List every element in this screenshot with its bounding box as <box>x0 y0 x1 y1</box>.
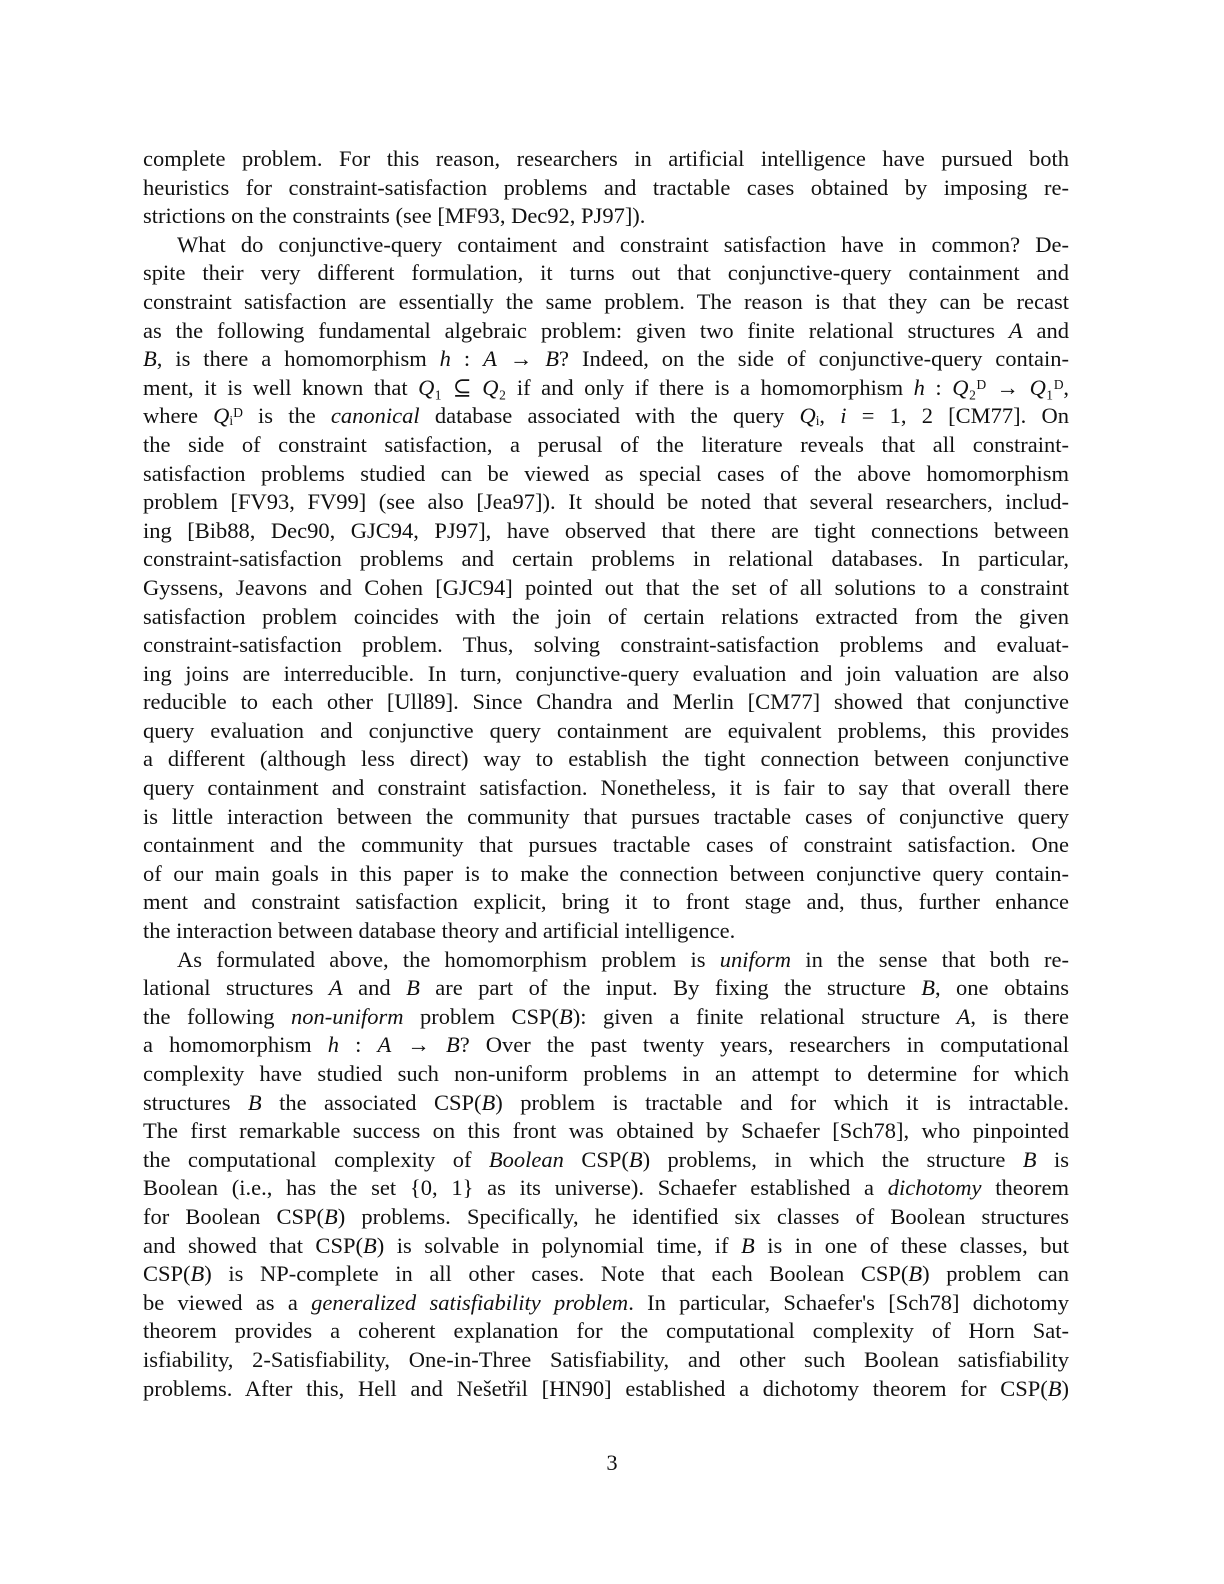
text-line <box>143 460 1069 489</box>
text-segment: database associated with the query <box>419 403 800 429</box>
text-segment: ₂ᴰ → <box>968 374 1030 400</box>
italic-segment: A <box>328 975 343 1001</box>
text-line <box>143 1003 1069 1032</box>
text-segment: are part of the input. By fixing the structure <box>419 975 922 1001</box>
text-segment: query evaluation and conjunctive query containment are equivalent problems, this provides <box>143 717 1069 743</box>
text-segment: ): given a finite relational structure <box>572 1003 957 1029</box>
text-segment: the associated CSP( <box>261 1089 482 1115</box>
text-segment: satisfaction problem coincides with the join of certain relations extracted from the given <box>143 603 1069 629</box>
text-segment: As formulated above, the homomorphism problem is <box>177 946 720 972</box>
italic-segment: B <box>247 1089 262 1115</box>
text-segment: The first remarkable success on this front was obtained by Schaefer [Sch78], who pinpointed <box>143 1118 1069 1144</box>
text-line <box>143 574 1069 603</box>
italic-segment: Q <box>482 374 499 400</box>
text-segment: and <box>342 975 407 1001</box>
text-line <box>143 1346 1069 1375</box>
text-segment: , one obtains <box>934 975 1070 1001</box>
text-segment: ? Indeed, on the side of conjunctive-query contain- <box>559 346 1069 372</box>
text-line <box>143 860 1069 889</box>
text-segment: query containment and constraint satisfaction. Nonetheless, it is fair to say that overall there <box>143 775 1069 801</box>
text-segment: = 1, 2 [CM77]. On <box>846 403 1069 429</box>
text-segment: ing [Bib88, Dec90, GJC94, PJ97], have observed that there are tight connections between <box>143 517 1069 543</box>
text-segment: is <box>1036 1146 1069 1172</box>
paragraph <box>143 145 1069 231</box>
text-segment: a homomorphism <box>143 1032 328 1058</box>
text-line <box>143 803 1069 832</box>
text-segment: constraint-satisfaction problem. Thus, solving constraint-satisfaction problems and evaluat- <box>143 632 1069 658</box>
text-line <box>143 317 1069 346</box>
text-segment: ment, it is well known that <box>143 374 419 400</box>
text-segment: ment and constraint satisfaction explicit, bring it to front stage and, thus, further enhance <box>143 889 1069 915</box>
text-segment: Gyssens, Jeavons and Cohen [GJC94] pointed out that the set of all solutions to a constraint <box>143 574 1069 600</box>
italic-segment: B <box>545 346 560 372</box>
text-segment: as the following fundamental algebraic problem: given two finite relational structures <box>143 317 1009 343</box>
text-segment: , is there a homomorphism <box>156 346 440 372</box>
italic-segment: dichotomy <box>887 1175 982 1201</box>
text-segment: spite their very different formulation, it turns out that conjunctive-query containment and <box>143 260 1069 286</box>
italic-segment: h <box>439 346 451 372</box>
text-line <box>143 1375 1069 1404</box>
text-line <box>143 231 1069 260</box>
text-segment: CSP( <box>563 1146 629 1172</box>
text-segment: theorem provides a coherent explanation for the computational complexity of Horn Sat- <box>143 1318 1069 1344</box>
text-line <box>143 1260 1069 1289</box>
italic-segment: B <box>362 1232 377 1258</box>
text-line <box>143 402 1069 431</box>
italic-segment: B <box>559 1003 573 1029</box>
text-line <box>143 1174 1069 1203</box>
text-segment: where <box>143 403 214 429</box>
italic-segment: B <box>628 1146 643 1172</box>
text-line <box>143 1089 1069 1118</box>
paragraph <box>143 231 1069 946</box>
text-line <box>143 946 1069 975</box>
italic-segment: A <box>483 346 497 372</box>
text-line <box>143 745 1069 774</box>
text-line <box>143 345 1069 374</box>
text-segment: ) problem is tractable and for which it is intractable. <box>495 1089 1069 1115</box>
text-segment: → <box>391 1032 446 1058</box>
text-segment: ing joins are interreducible. In turn, conjunctive-query evaluation and join valuation are also <box>143 660 1069 686</box>
page-number: 3 <box>606 1450 618 1475</box>
italic-segment: Q <box>213 403 230 429</box>
italic-segment: Q <box>418 374 435 400</box>
text-segment: constraint satisfaction are essentially the same problem. The reason is that they can be recast <box>143 288 1069 314</box>
text-segment: a different (although less direct) way to establish the tight connection between conjunctive <box>143 746 1069 772</box>
italic-segment: Boolean <box>488 1146 564 1172</box>
text-line <box>143 1146 1069 1175</box>
text-segment: in the sense that both re- <box>791 946 1069 972</box>
italic-segment: generalized satisfiability problem <box>311 1289 629 1315</box>
text-segment: ) problem can <box>922 1261 1069 1287</box>
text-segment: complete problem. For this reason, researchers in artificial intelligence have pursued both <box>143 146 1069 171</box>
text-line <box>143 517 1069 546</box>
italic-segment: B <box>908 1261 923 1287</box>
text-segment: the interaction between database theory and artificial intelligence. <box>143 918 736 944</box>
text-segment: ? Over the past twenty years, researchers in computational <box>459 1032 1070 1058</box>
text-line <box>143 488 1069 517</box>
text-segment: Boolean (i.e., has the set {0, 1} as its universe). Schaefer established a <box>143 1175 888 1201</box>
italic-segment: uniform <box>719 946 792 972</box>
text-segment: , is there <box>970 1003 1069 1029</box>
text-segment: lational structures <box>143 975 329 1001</box>
text-segment: ) is NP-complete in all other cases. Note that each Boolean CSP( <box>204 1261 909 1287</box>
text-segment: ₁ᴰ, <box>1045 374 1069 400</box>
text-line <box>143 831 1069 860</box>
text-line <box>143 660 1069 689</box>
text-segment: : <box>338 1032 378 1058</box>
italic-segment: B <box>406 975 420 1001</box>
text-line <box>143 774 1069 803</box>
text-line <box>143 1317 1069 1346</box>
text-segment: : <box>450 346 484 372</box>
italic-segment: non-uniform <box>290 1003 404 1029</box>
text-segment: and <box>1022 317 1069 343</box>
italic-segment: B <box>445 1032 460 1058</box>
text-segment: : <box>924 374 953 400</box>
text-segment: theorem <box>981 1175 1070 1201</box>
text-segment: ) <box>1061 1375 1069 1401</box>
italic-segment: canonical <box>330 403 420 429</box>
text-segment: strictions on the constraints (see [MF93, Dec92, PJ97]). <box>143 203 646 229</box>
text-segment: problem [FV93, FV99] (see also [Jea97]). It should be noted that several researchers, includ- <box>143 489 1069 515</box>
text-segment: What do conjunctive-query contaiment and constraint satisfaction have in common? De- <box>177 231 1069 257</box>
text-line <box>143 974 1069 1003</box>
text-segment: problems. After this, Hell and Nešetřil [HN90] established a dichotomy theorem for CSP( <box>143 1375 1048 1401</box>
text-line <box>143 1060 1069 1089</box>
text-segment: of our main goals in this paper is to make the connection between conjunctive query contain- <box>143 860 1069 886</box>
italic-segment: B <box>143 346 157 372</box>
text-segment: reducible to each other [Ull89]. Since Chandra and Merlin [CM77] showed that conjunctive <box>143 689 1069 715</box>
text-segment: and showed that CSP( <box>143 1232 363 1258</box>
text-segment: . In particular, Schaefer's [Sch78] dichotomy <box>628 1289 1069 1315</box>
text-line <box>143 1289 1069 1318</box>
text-line <box>143 431 1069 460</box>
text-segment: ᵢ, <box>815 403 841 429</box>
text-segment: be viewed as a <box>143 1289 312 1315</box>
text-segment: satisfaction problems studied can be viewed as special cases of the above homomorphism <box>143 460 1069 486</box>
italic-segment: A <box>377 1032 392 1058</box>
text-segment: ₁ ⊆ <box>434 374 483 400</box>
text-line <box>143 374 1069 403</box>
text-segment: constraint-satisfaction problems and certain problems in relational databases. In particular, <box>143 546 1069 572</box>
text-line <box>143 174 1069 203</box>
text-line <box>143 145 1069 174</box>
italic-segment: B <box>190 1261 205 1287</box>
text-segment: problem CSP( <box>403 1003 559 1029</box>
text-segment: CSP( <box>143 1261 191 1287</box>
text-line <box>143 717 1069 746</box>
text-line <box>143 545 1069 574</box>
text-segment: structures <box>143 1089 248 1115</box>
italic-segment: A <box>1008 317 1023 343</box>
text-line <box>143 917 1069 946</box>
paragraph <box>143 946 1069 1404</box>
italic-segment: B <box>921 975 935 1001</box>
text-segment: is in one of these classes, but <box>754 1232 1069 1258</box>
italic-segment: i <box>840 403 847 429</box>
text-segment: the side of constraint satisfaction, a perusal of the literature reveals that all constraint- <box>143 431 1069 457</box>
text-segment: for Boolean CSP( <box>143 1203 325 1229</box>
italic-segment: A <box>956 1003 971 1029</box>
italic-segment: B <box>324 1203 338 1229</box>
text-segment: containment and the community that pursues tractable cases of constraint satisfaction. One <box>143 832 1069 858</box>
italic-segment: B <box>1047 1375 1062 1401</box>
text-segment: isfiability, 2-Satisfiability, One-in-Three Satisfiability, and other such Boolean satisfiability <box>143 1346 1069 1372</box>
text-segment: is little interaction between the community that pursues tractable cases of conjunctive query <box>143 803 1069 829</box>
italic-segment: h <box>913 374 925 400</box>
text-segment: ) problems, in which the structure <box>642 1146 1023 1172</box>
text-line <box>143 1031 1069 1060</box>
italic-segment: B <box>740 1232 755 1258</box>
body-text <box>143 145 1069 1403</box>
text-line <box>143 1232 1069 1261</box>
italic-segment: h <box>327 1032 339 1058</box>
text-segment: the computational complexity of <box>143 1146 489 1172</box>
text-line <box>143 603 1069 632</box>
text-line <box>143 259 1069 288</box>
italic-segment: Q <box>1029 374 1046 400</box>
text-segment: ) problems. Specifically, he identified six classes of Boolean structures <box>337 1203 1069 1229</box>
italic-segment: B <box>1022 1146 1037 1172</box>
text-line <box>143 202 1069 231</box>
italic-segment: Q <box>952 374 969 400</box>
text-segment: heuristics for constraint-satisfaction problems and tractable cases obtained by imposing re- <box>143 174 1069 200</box>
text-line <box>143 631 1069 660</box>
italic-segment: B <box>481 1089 496 1115</box>
text-segment: → <box>496 346 546 372</box>
text-line <box>143 1117 1069 1146</box>
text-line <box>143 888 1069 917</box>
text-segment: ) is solvable in polynomial time, if <box>376 1232 741 1258</box>
text-line <box>143 288 1069 317</box>
text-segment: ᵢᴰ is the <box>229 403 331 429</box>
text-segment: complexity have studied such non-uniform problems in an attempt to determine for which <box>143 1061 1069 1086</box>
text-segment: the following <box>143 1003 291 1029</box>
text-segment: ₂ if and only if there is a homomorphism <box>498 374 914 400</box>
text-line <box>143 688 1069 717</box>
italic-segment: Q <box>799 403 816 429</box>
text-line <box>143 1203 1069 1232</box>
